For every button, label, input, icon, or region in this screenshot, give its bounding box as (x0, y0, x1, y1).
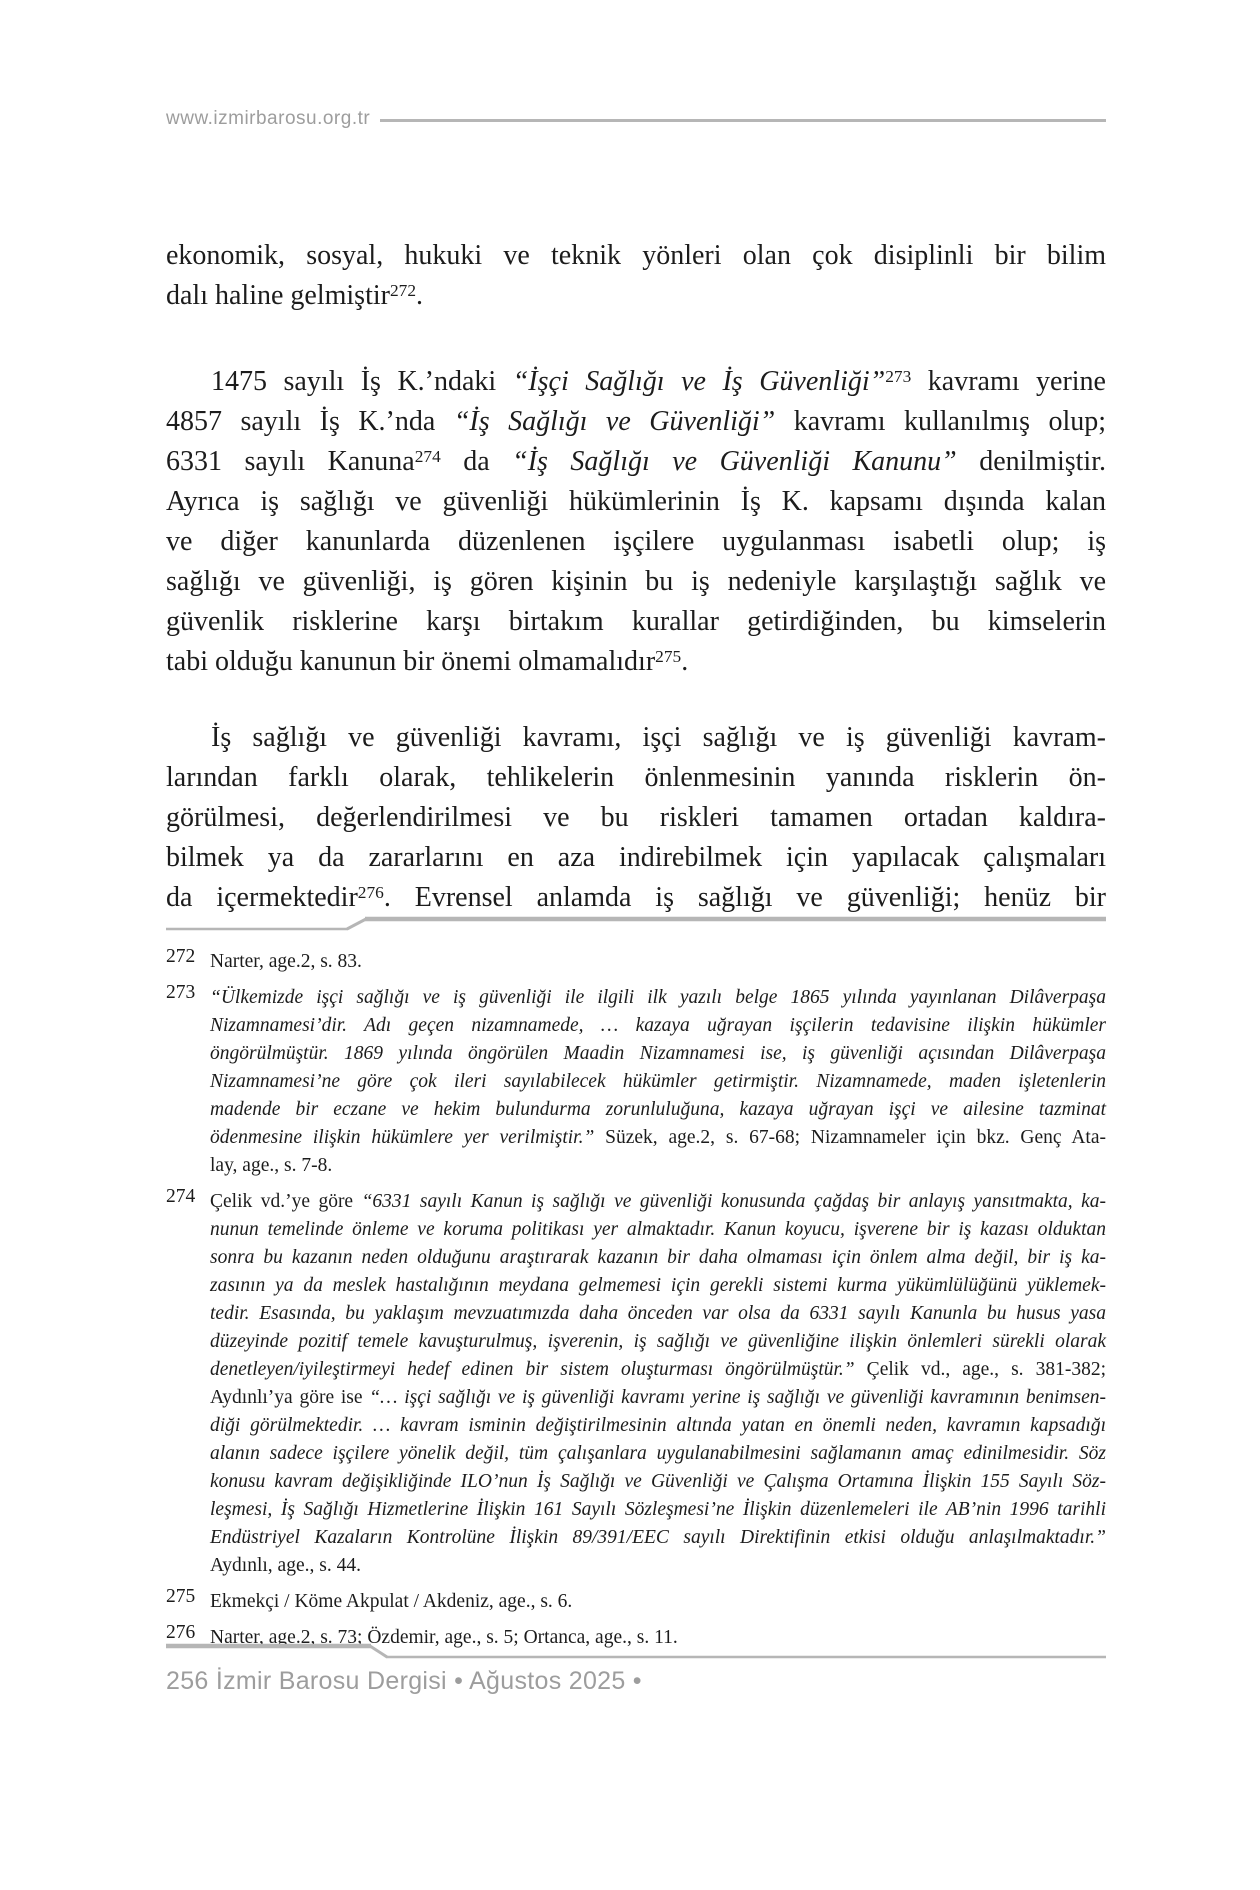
text-line (166, 718, 1106, 758)
text-line (166, 402, 1106, 442)
paragraph (166, 718, 1106, 918)
italic-text: denetleyen/iyileştirmeyi hedef edinen bir sistem oluşturması öngörülmüştür.” (210, 1359, 855, 1380)
text-line (166, 362, 1106, 402)
italic-text: diği görülmektedir. … kavram isminin değiştirilmesinin altında yatan en önemli neden, kavramın kapsadığı (210, 1415, 1106, 1436)
paragraph (166, 236, 1106, 316)
footnote-ref: 276 (357, 883, 384, 903)
italic-text: alanın sadece işçilere yönelik değil, tüm çalışanlara uygulanabilmesini sağlamanın amaç edinilmesidir. Söz (210, 1443, 1106, 1464)
italic-text: Endüstriyel Kazaların Kontrolüne İlişkin 89/391/EEC sayılı Direktifinin etkisi olduğu anlaşılmaktadır.” (210, 1527, 1106, 1548)
footnote-separator (166, 912, 1106, 934)
text-line (210, 1468, 1106, 1496)
text-run: . Evrensel anlamda iş sağlığı ve güvenliği; henüz bir (383, 882, 1106, 913)
footnote-block (166, 912, 1106, 1652)
footnote-number: 273 (166, 982, 196, 1003)
text-line (166, 562, 1106, 602)
text-line (210, 1328, 1106, 1356)
header-rule (380, 119, 1106, 122)
italic-text: “İşçi Sağlığı ve İş Güvenliği” (512, 366, 886, 397)
text-run: dalı haline gelmiştir (166, 280, 390, 311)
text-line (166, 276, 1106, 316)
italic-text: öngörülmüştür. 1869 yılında öngörülen Maadin Nizamnamesi ise, iş güvenliği açısından Dilâverpaşa (210, 1043, 1106, 1064)
text-run: da içermektedir (166, 882, 358, 913)
text-line (210, 1440, 1106, 1468)
page-header (166, 108, 1106, 130)
text-run: Aydınlı, age., s. 44. (210, 1555, 361, 1576)
text-run: görülmesi, değerlendirilmesi ve bu riskleri tamamen ortadan kaldıra- (166, 802, 1106, 833)
text-run: 6331 sayılı Kanuna (166, 446, 415, 477)
text-run: Aydınlı’ya göre ise (210, 1387, 370, 1408)
footnote-number: 275 (166, 1586, 196, 1607)
italic-text: tedir. Esasında, bu yaklaşım mevzuatımızda daha önceden var olsa da 6331 sayılı Kanunla bu husus yasa (210, 1303, 1106, 1324)
text-line (166, 838, 1106, 878)
text-line (210, 1188, 1106, 1216)
text-line (166, 758, 1106, 798)
text-run: İş sağlığı ve güvenliği kavramı, işçi sağlığı ve iş güvenliği kavram- (211, 722, 1106, 753)
text-line (166, 798, 1106, 838)
text-run: tabi olduğu kanunun bir önemi olmamalıdır (166, 646, 656, 677)
italic-text: konusu kavram değişikliğinde ILO’nun İş Sağlığı ve Güvenliği ve Çalışma Ortamına İlişkin 155 Sayılı Söz- (210, 1471, 1106, 1492)
text-line (210, 1588, 1106, 1616)
text-run: Çelik vd., age., s. 381-382; (854, 1359, 1106, 1380)
text-run: kavramı yerine (911, 366, 1106, 397)
footnote-item (166, 948, 1106, 976)
text-run: da (440, 446, 513, 477)
text-run: Süzek, age.2, s. 67-68; Nizamnameler için bkz. Genç Ata- (594, 1127, 1106, 1148)
footnote-item (166, 1588, 1106, 1616)
text-run: kavramı kullanılmış olup; (775, 406, 1107, 437)
text-line (210, 1272, 1106, 1300)
italic-text: “İş Sağlığı ve Güvenliği Kanunu” (512, 446, 957, 477)
italic-text: zasının ya da meslek hastalığının meydana gelmemesi için gerekli sistemi kurma yükümlülüğünü yüklemek- (210, 1275, 1106, 1296)
text-run: denilmiştir. (956, 446, 1106, 477)
footnote-item (166, 1188, 1106, 1580)
text-run: . (416, 280, 423, 311)
footnote-list (166, 948, 1106, 1652)
text-line (210, 1524, 1106, 1552)
text-run: sağlığı ve güvenliği, iş gören kişinin bu iş nedeniyle karşılaştığı sağlık ve (166, 566, 1106, 597)
text-line (210, 1300, 1106, 1328)
italic-text: “… işçi sağlığı ve iş güvenliği kavramı yerine iş sağlığı ve güvenliği kavramının benimsen- (369, 1387, 1106, 1408)
footnote-number: 276 (166, 1622, 196, 1643)
italic-text: leşmesi, İş Sağlığı Hizmetlerine İlişkin 161 Sayılı Sözleşmesi’ne İlişkin düzenlemeleri ile AB’nin 1996 tarihli (210, 1499, 1106, 1520)
footnote-ref: 274 (414, 447, 441, 467)
text-run: Çelik vd.’ye göre (210, 1191, 362, 1212)
footer-text: 256 İzmir Barosu Dergisi • Ağustos 2025 • (166, 1667, 642, 1695)
text-line (210, 1152, 1106, 1180)
text-line (210, 1068, 1106, 1096)
footnote-ref: 273 (885, 367, 912, 387)
text-line (210, 1244, 1106, 1272)
text-run: Narter, age.2, s. 83. (210, 951, 362, 972)
footnote-number: 274 (166, 1186, 196, 1207)
article-body (166, 236, 1106, 918)
italic-text: “6331 sayılı Kanun iş sağlığı ve güvenliği konusunda çağdaş bir anlayış yansıtmakta, ka- (361, 1191, 1107, 1212)
italic-text: ödenmesine ilişkin hükümlere yer verilmiştir.” (210, 1127, 595, 1148)
text-line (166, 482, 1106, 522)
footnote-number: 272 (166, 946, 196, 967)
italic-text: sonra bu kazanın neden olduğunu araştırarak kazanın bir daha olmaması için önlem alma değil, bir iş ka- (210, 1247, 1106, 1268)
footer-rule (166, 1642, 1106, 1662)
text-line (210, 1384, 1106, 1412)
text-run: Ekmekçi / Köme Akpulat / Akdeniz, age., s. 6. (210, 1591, 573, 1612)
text-run: 1475 sayılı İş K.’ndaki (211, 366, 513, 397)
text-line (166, 602, 1106, 642)
footnote-ref: 272 (389, 281, 416, 301)
text-line (210, 984, 1106, 1012)
italic-text: “Ülkemizde işçi sağlığı ve iş güvenliği ile ilgili ilk yazılı belge 1865 yılında yayınlanan Dilâverpaşa (210, 987, 1106, 1008)
text-run: Ayrıca iş sağlığı ve güvenliği hükümlerinin İş K. kapsamı dışında kalan (166, 486, 1106, 517)
text-run: larından farklı olarak, tehlikelerin önlenmesinin yanında risklerin ön- (166, 762, 1106, 793)
paragraph (166, 362, 1106, 682)
text-run: lay, age., s. 7-8. (210, 1155, 333, 1176)
text-line (210, 1096, 1106, 1124)
italic-text: nunun temelinde önleme ve koruma politikası yer almaktadır. Kanun koyucu, işverene bir iş kazası olduktan (210, 1219, 1106, 1240)
text-line (166, 642, 1106, 682)
text-line (210, 1124, 1106, 1152)
text-line (210, 1216, 1106, 1244)
italic-text: düzeyinde pozitif temele kavuşturulmuş, işverenin, iş sağlığı ve güvenliğine ilişkin önlemleri sürekli olarak (210, 1331, 1106, 1352)
footnote-ref: 275 (655, 647, 682, 667)
italic-text: Nizamnamesi’ne göre çok ileri sayılabilecek hükümler getirmiştir. Nizamnamede, maden işletenlerin (210, 1071, 1106, 1092)
text-line (210, 1040, 1106, 1068)
text-line (166, 442, 1106, 482)
text-run: Narter, age.2, s. 73; Özdemir, age., s. 5; Ortanca, age., s. 11. (210, 1627, 678, 1648)
italic-text: madende bir eczane ve hekim bulundurma zorunluluğuna, kazaya uğrayan işçi ve ailesine tazminat (210, 1099, 1106, 1120)
text-line (210, 1012, 1106, 1040)
text-line (210, 1496, 1106, 1524)
text-line (210, 1412, 1106, 1440)
text-line (166, 522, 1106, 562)
text-line (166, 236, 1106, 276)
page-footer (166, 1642, 1106, 1696)
site-url: www.izmirbarosu.org.tr (166, 108, 371, 129)
text-line (210, 948, 1106, 976)
text-run: 4857 sayılı İş K.’nda (166, 406, 454, 437)
text-line (210, 1552, 1106, 1580)
text-run: bilmek ya da zararlarını en aza indirebilmek için yapılacak çalışmaları (166, 842, 1106, 873)
text-run: güvenlik risklerine karşı birtakım kurallar getirdiğinden, bu kimselerin (166, 606, 1106, 637)
text-run: ekonomik, sosyal, hukuki ve teknik yönleri olan çok disiplinli bir bilim (166, 240, 1106, 271)
italic-text: Nizamnamesi’dir. Adı geçen nizamnamede, … kazaya uğrayan işçilerin tedavisine ilişkin hükümler (210, 1015, 1106, 1036)
footnote-item (166, 984, 1106, 1180)
italic-text: “İş Sağlığı ve Güvenliği” (453, 406, 776, 437)
text-line (210, 1356, 1106, 1384)
text-run: ve diğer kanunlarda düzenlenen işçilere uygulanması isabetli olup; iş (166, 526, 1106, 557)
text-run: . (681, 646, 689, 677)
